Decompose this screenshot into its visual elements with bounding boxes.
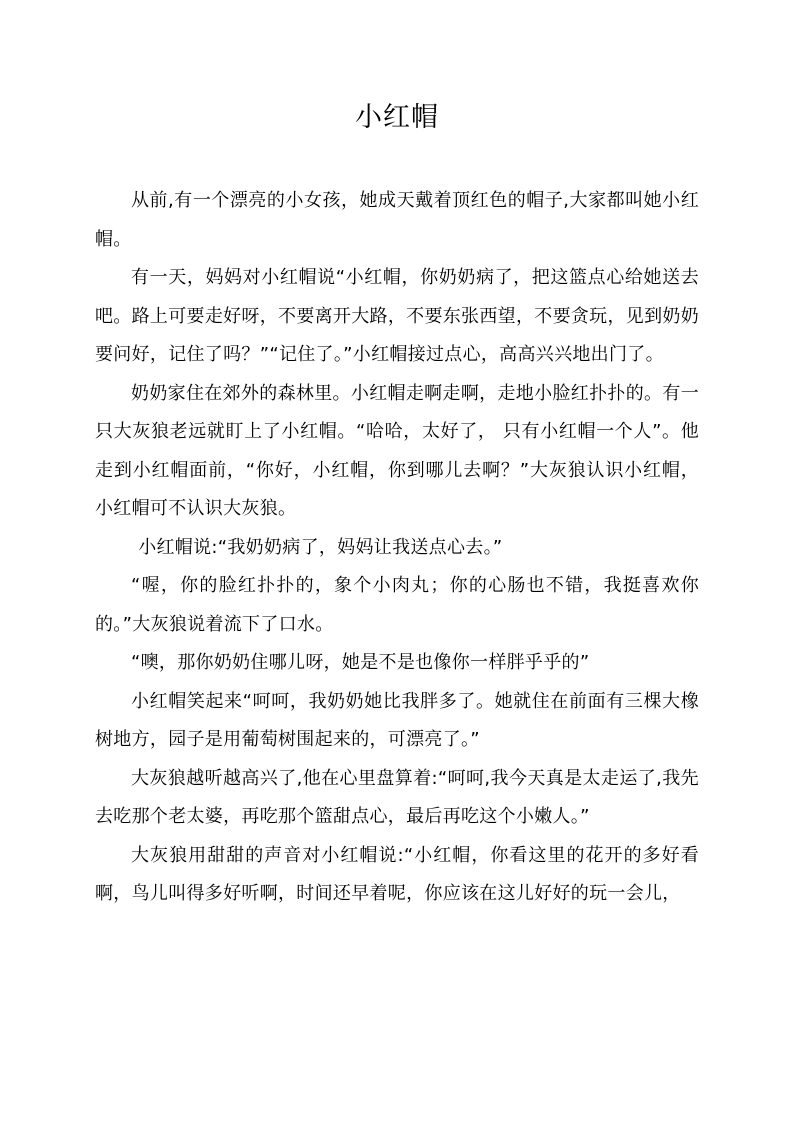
page-title: 小红帽	[355, 102, 439, 133]
paragraph: 小红帽说:“我奶奶病了，妈妈让我送点心去。”	[138, 536, 503, 558]
paragraph: 大灰狼越听越高兴了,他在心里盘算着:“呵呵,我今天真是太走运了,我先去吃那个老太婆，再吃那个篮甜点心，最后再吃这个小嫩人。”	[95, 767, 699, 827]
paragraph: 奶奶家住在郊外的森林里。小红帽走啊走啊，走地小脸红扑扑的。有一只大灰狼老远就盯上了小红帽。“哈哈，太好了， 只有小红帽一个人”。他走到小红帽面前，“你好，小红帽，你到哪儿去啊？”大灰狼认识小红帽，小红帽可不认识大灰狼。	[95, 382, 699, 519]
paragraph: 小红帽笑起来“呵呵，我奶奶她比我胖多了。她就住在前面有三棵大橡树地方，园子是用葡萄树围起来的，可漂亮了。”	[95, 690, 699, 750]
paragraph: 大灰狼用甜甜的声音对小红帽说:“小红帽，你看这里的花开的多好看啊，鸟儿叫得多好听啊，时间还早着呢，你应该在这儿好好的玩一会儿，	[95, 844, 699, 904]
story-body	[95, 182, 699, 914]
paragraph: 有一天，妈妈对小红帽说“小红帽，你奶奶病了，把这篮点心给她送去吧。路上可要走好呀，不要离开大路，不要东张西望，不要贪玩，见到奶奶要问好，记住了吗？”“记住了。”小红帽接过点心，高高兴兴地出门了。	[95, 267, 699, 365]
paragraph: “喔，你的脸红扑扑的，象个小肉丸；你的心肠也不错，我挺喜欢你的。”大灰狼说着流下了口水。	[95, 575, 699, 635]
paragraph: “噢，那你奶奶住哪儿呀，她是不是也像你一样胖乎乎的”	[131, 652, 590, 673]
paragraph: 从前,有一个漂亮的小女孩，她成天戴着顶红色的帽子,大家都叫她小红帽。	[95, 190, 699, 250]
